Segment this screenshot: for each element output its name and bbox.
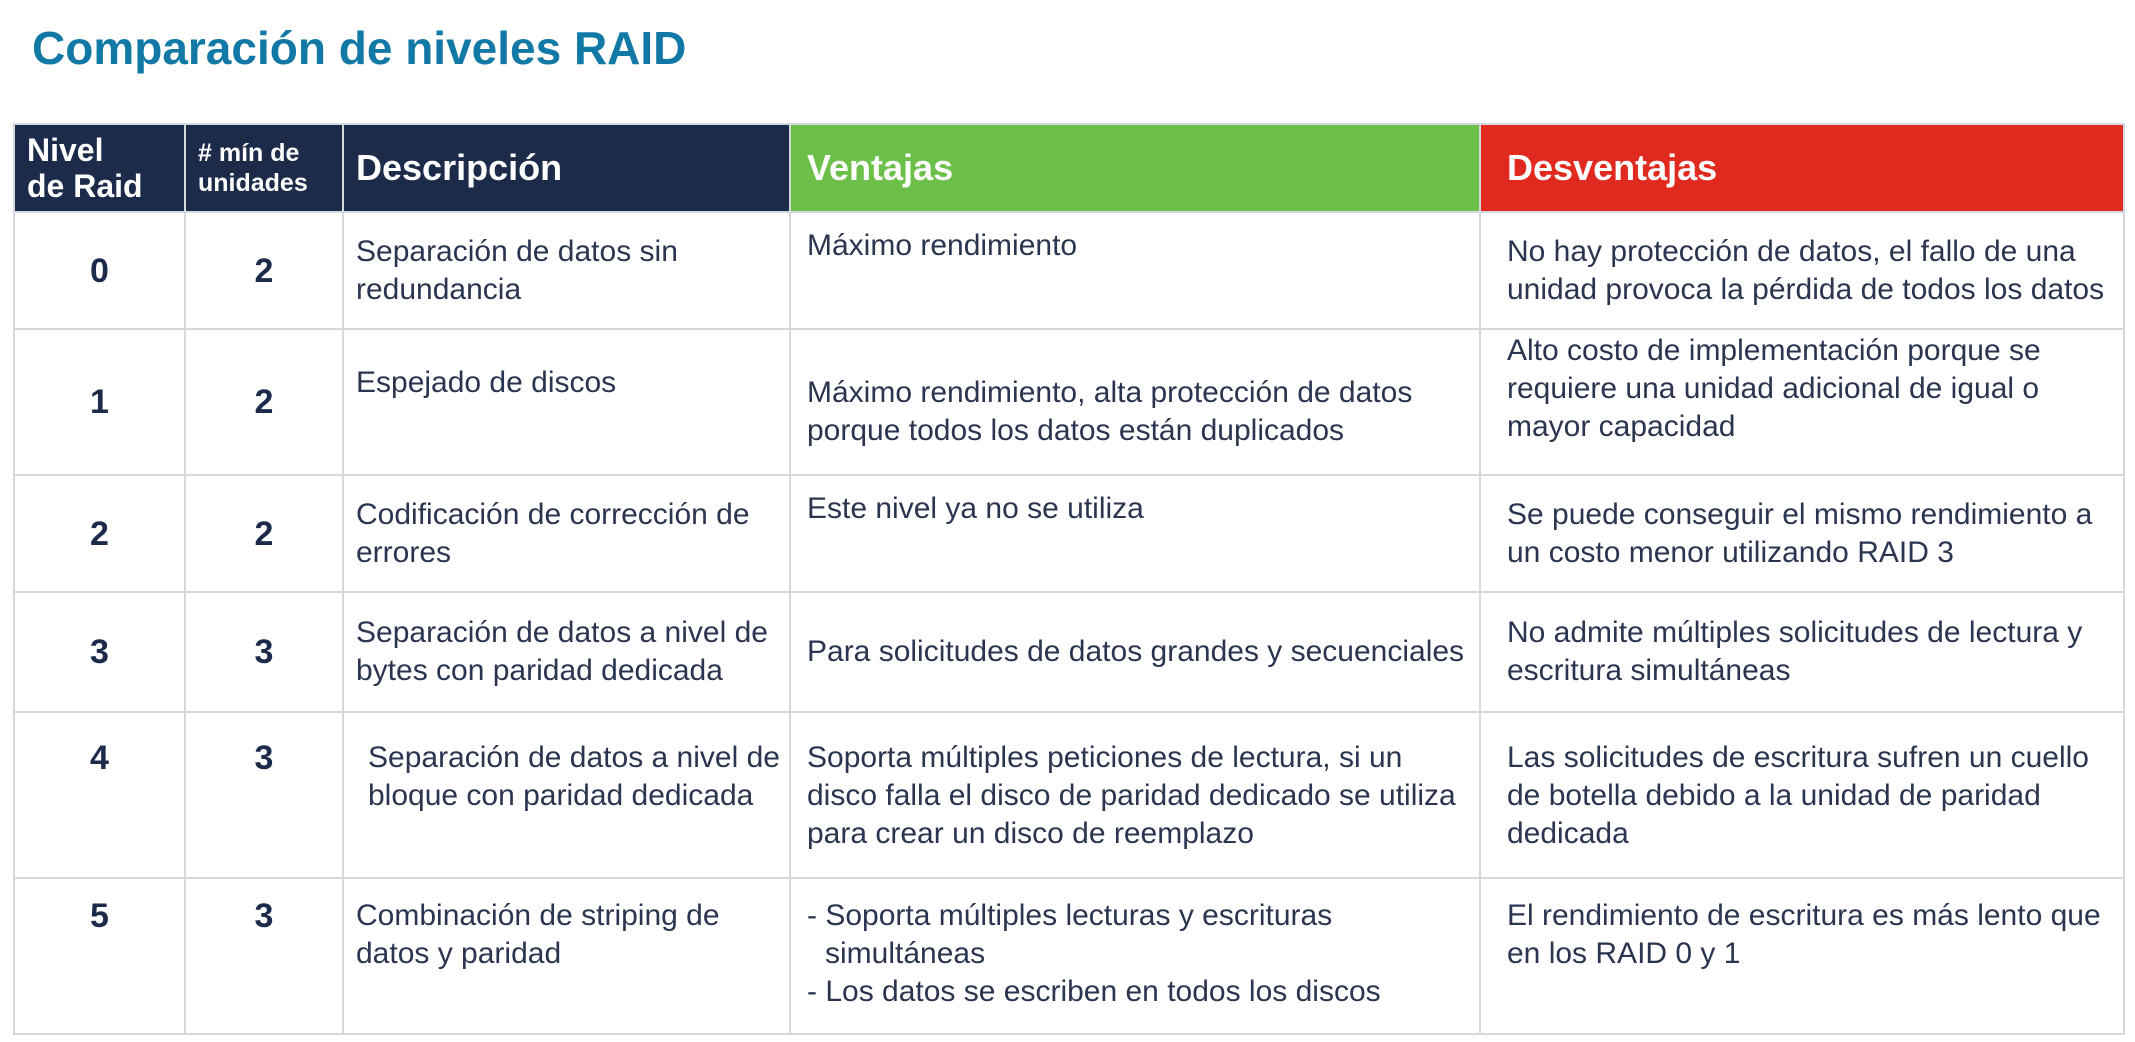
cell-descripcion: Separación de datos a nivel de bloque con paridad dedicada [343,712,790,878]
cell-ventajas: Máximo rendimiento, alta protección de datos porque todos los datos están duplicados [790,329,1480,475]
cell-desventajas: Se puede conseguir el mismo rendimiento a un costo menor utilizando RAID 3 [1480,475,2124,592]
cell-nivel: 4 [14,712,185,878]
cell-min: 2 [185,212,343,329]
header-row [14,124,2124,212]
cell-min: 3 [185,878,343,1034]
table-row [14,878,2124,1034]
header-nivel-line1: Nivel [27,132,104,168]
cell-nivel: 2 [14,475,185,592]
header-nivel [14,124,185,212]
cell-min: 2 [185,475,343,592]
table-row [14,212,2124,329]
header-min-line1: # mín de [198,139,300,167]
cell-ventajas: Para solicitudes de datos grandes y secuenciales [790,592,1480,712]
table-row [14,592,2124,712]
cell-descripcion: Codificación de corrección de errores [343,475,790,592]
cell-descripcion: Combinación de striping de datos y paridad [343,878,790,1034]
header-nivel-line2: de Raid [27,168,143,204]
cell-ventajas [790,878,1480,1034]
cell-min: 3 [185,712,343,878]
table-row [14,712,2124,878]
cell-ventajas: Máximo rendimiento [790,212,1480,329]
cell-descripcion: Separación de datos sin redundancia [343,212,790,329]
cell-descripcion: Espejado de discos [343,329,790,475]
cell-desventajas: Las solicitudes de escritura sufren un cuello de botella debido a la unidad de paridad dedicada [1480,712,2124,878]
cell-descripcion: Separación de datos a nivel de bytes con paridad dedicada [343,592,790,712]
ventajas-item-1-continued: simultáneas [825,937,986,970]
cell-desventajas: Alto costo de implementación porque se requiere una unidad adicional de igual o mayor capacidad [1480,329,2124,475]
cell-ventajas: Soporta múltiples peticiones de lectura, si un disco falla el disco de paridad dedicado se utiliza para crear un disco de reemplazo [790,712,1480,878]
cell-min: 2 [185,329,343,475]
table-row [14,329,2124,475]
cell-nivel: 3 [14,592,185,712]
header-min-unidades [185,124,343,212]
cell-min: 3 [185,592,343,712]
cell-nivel: 0 [14,212,185,329]
cell-nivel: 1 [14,329,185,475]
page-title: Comparación de niveles RAID [32,22,687,74]
header-ventajas: Ventajas [790,124,1480,212]
header-desventajas: Desventajas [1480,124,2124,212]
cell-desventajas: El rendimiento de escritura es más lento que en los RAID 0 y 1 [1480,878,2124,1034]
ventajas-item-2: - Los datos se escriben en todos los discos [807,975,1381,1008]
ventajas-item-1: - Soporta múltiples lecturas y escrituras [807,899,1333,932]
cell-nivel: 5 [14,878,185,1034]
table-row [14,475,2124,592]
raid-comparison-table [13,123,2125,1035]
header-min-line2: unidades [198,169,308,197]
cell-desventajas: No admite múltiples solicitudes de lectura y escritura simultáneas [1480,592,2124,712]
cell-desventajas: No hay protección de datos, el fallo de una unidad provoca la pérdida de todos los datos [1480,212,2124,329]
cell-ventajas: Este nivel ya no se utiliza [790,475,1480,592]
header-descripcion: Descripción [343,124,790,212]
